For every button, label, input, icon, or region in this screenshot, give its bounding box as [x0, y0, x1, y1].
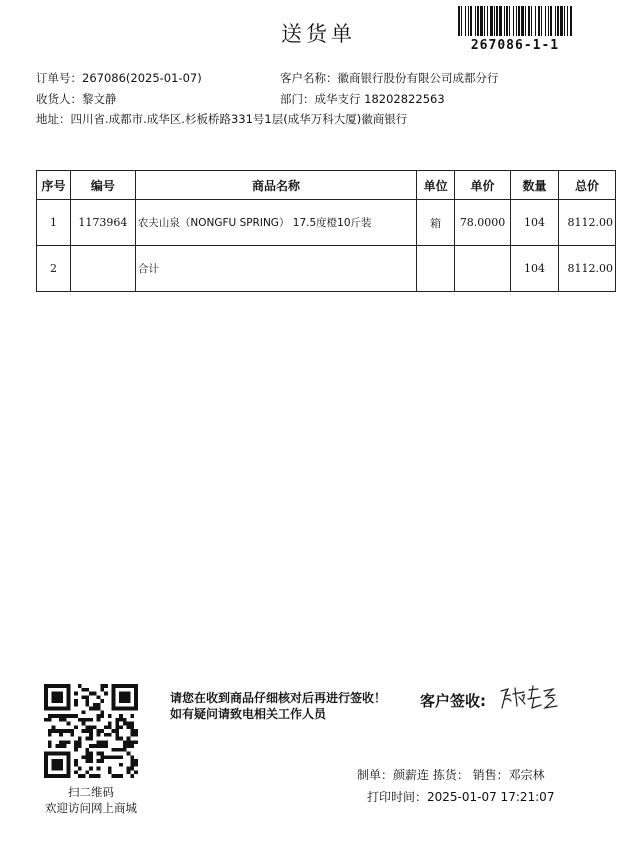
- order-number: 订单号：267086(2025-01-07): [36, 71, 202, 85]
- qr-caption-mall: 欢迎访问网上商城: [45, 801, 137, 815]
- cell-total: 8112.00: [558, 200, 615, 246]
- cell-seq: 1: [37, 200, 71, 246]
- table-row: [37, 246, 616, 292]
- qr-caption-scan: 扫二维码: [68, 785, 114, 799]
- cell-unit-price: 78.0000: [455, 200, 511, 246]
- cell-product-name: 农夫山泉（NONGFU SPRING） 17.5度橙10斤装: [135, 200, 416, 246]
- customer-name: 客户名称：徽商银行股份有限公司成都分行: [280, 71, 499, 85]
- header-total: 总价: [558, 171, 615, 200]
- table-row: [37, 200, 616, 246]
- barcode-number: 267086-1-1: [470, 38, 560, 53]
- table-header-row: [37, 171, 616, 200]
- receiver-name: 收货人：黎文静: [36, 92, 117, 106]
- address: 地址：四川省.成都市.成华区.杉板桥路331号1层(成华万科大厦)徽商银行: [36, 112, 408, 126]
- barcode-image: [458, 6, 572, 36]
- cell-code: [70, 246, 135, 292]
- customer-signature-label: 客户签收:: [420, 692, 486, 710]
- print-time: 打印时间：2025-01-07 17:21:07: [367, 790, 555, 804]
- cell-product-name: 合计: [135, 246, 416, 292]
- header-unit-price: 单价: [455, 171, 511, 200]
- cell-seq: 2: [37, 246, 71, 292]
- cell-quantity: 104: [511, 200, 559, 246]
- header-unit: 单位: [417, 171, 455, 200]
- cell-unit-price: [455, 246, 511, 292]
- cell-unit: 箱: [417, 200, 455, 246]
- qr-code-image: [44, 684, 138, 778]
- header-seq: 序号: [37, 171, 71, 200]
- cell-quantity: 104: [511, 246, 559, 292]
- cell-total: 8112.00: [558, 246, 615, 292]
- items-table: [36, 170, 616, 292]
- document-title: 送货单: [281, 22, 356, 46]
- staff-info: 制单：颜薪连 拣货： 销售：邓宗林: [357, 768, 545, 782]
- receipt-notice: 请您在收到商品仔细核对后再进行签收！如有疑问请致电相关工作人员: [170, 691, 387, 721]
- handwritten-signature: [498, 682, 560, 712]
- department: 部门：成华支行 18202822563: [280, 92, 445, 106]
- header-product-name: 商品名称: [135, 171, 416, 200]
- cell-unit: [417, 246, 455, 292]
- header-quantity: 数量: [511, 171, 559, 200]
- header-code: 编号: [70, 171, 135, 200]
- cell-code: 1173964: [70, 200, 135, 246]
